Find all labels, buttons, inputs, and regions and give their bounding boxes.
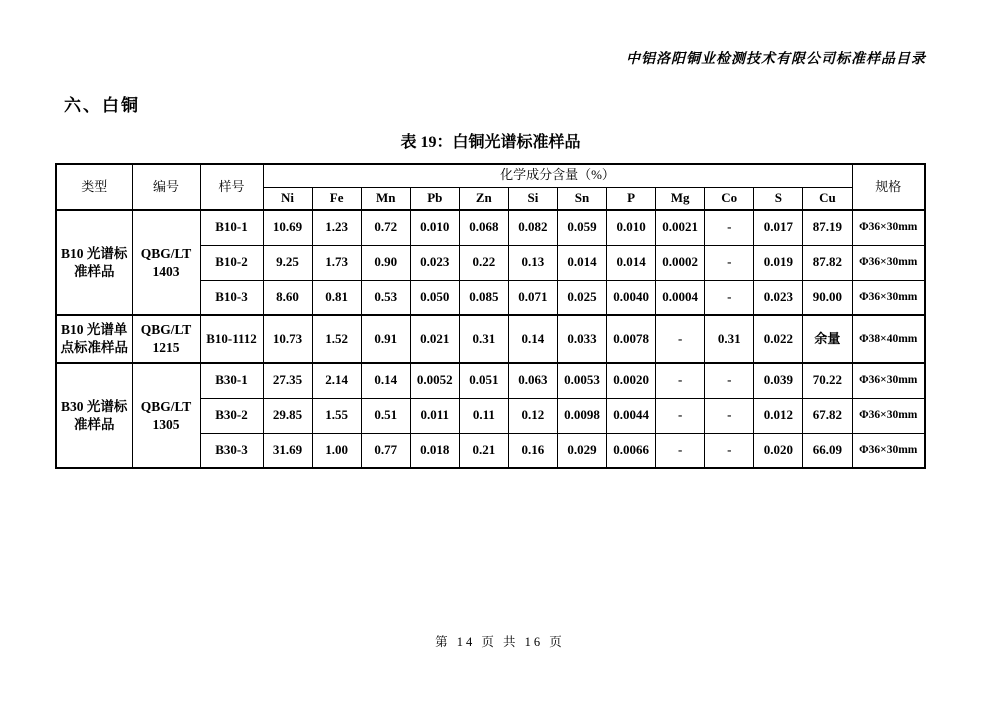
col-header-element-Sn: Sn: [557, 187, 606, 210]
cell-value-Ni: 10.73: [263, 315, 312, 363]
cell-value-Sn: 0.029: [557, 433, 606, 468]
cell-value-Si: 0.063: [508, 363, 557, 398]
cell-value-Si: 0.071: [508, 280, 557, 315]
col-header-element-S: S: [754, 187, 803, 210]
cell-value-Mn: 0.77: [361, 433, 410, 468]
table-title: 表 19：白铜光谱标准样品: [400, 134, 581, 151]
cell-value-Zn: 0.085: [459, 280, 508, 315]
cell-value-P: 0.0078: [607, 315, 656, 363]
cell-value-S: 0.020: [754, 433, 803, 468]
header-row-main: [56, 164, 925, 187]
cell-type: B10 光谱单点标准样品: [56, 315, 132, 363]
cell-value-S: 0.039: [754, 363, 803, 398]
col-header-composition: 化学成分含量（%）: [263, 164, 852, 187]
cell-value-Si: 0.13: [508, 245, 557, 280]
cell-value-S: 0.019: [754, 245, 803, 280]
cell-spec: Φ36×30mm: [852, 280, 925, 315]
document-header: 中铝洛阳铜业检测技术有限公司标准样品目录: [626, 52, 926, 67]
cell-spec: Φ36×30mm: [852, 210, 925, 245]
cell-value-Si: 0.16: [508, 433, 557, 468]
col-header-code: 编号: [132, 164, 200, 210]
col-header-spec: 规格: [852, 164, 925, 210]
cell-value-P: 0.0066: [607, 433, 656, 468]
table-row: [56, 210, 925, 245]
cell-spec: Φ36×30mm: [852, 398, 925, 433]
cell-spec: Φ38×40mm: [852, 315, 925, 363]
cell-value-Cu: 87.19: [803, 210, 852, 245]
cell-value-Mg: -: [656, 398, 705, 433]
cell-value-Sn: 0.033: [557, 315, 606, 363]
cell-sample: B10-1: [200, 210, 263, 245]
cell-value-Pb: 0.023: [410, 245, 459, 280]
cell-value-Mg: 0.0021: [656, 210, 705, 245]
cell-value-S: 0.022: [754, 315, 803, 363]
cell-value-Fe: 1.52: [312, 315, 361, 363]
col-header-element-Fe: Fe: [312, 187, 361, 210]
table-group-2: [56, 363, 925, 468]
cell-sample: B10-3: [200, 280, 263, 315]
cell-value-Co: -: [705, 245, 754, 280]
cell-value-Cu: 余量: [803, 315, 852, 363]
cell-value-Ni: 31.69: [263, 433, 312, 468]
table-group-1: [56, 315, 925, 363]
col-header-sample: 样号: [200, 164, 263, 210]
cell-value-Pb: 0.0052: [410, 363, 459, 398]
cell-value-Mn: 0.51: [361, 398, 410, 433]
cell-sample: B30-2: [200, 398, 263, 433]
cell-value-Fe: 1.73: [312, 245, 361, 280]
cell-sample: B10-1112: [200, 315, 263, 363]
cell-value-Fe: 1.23: [312, 210, 361, 245]
col-header-element-Zn: Zn: [459, 187, 508, 210]
cell-value-Ni: 27.35: [263, 363, 312, 398]
col-header-element-Pb: Pb: [410, 187, 459, 210]
cell-value-Mn: 0.90: [361, 245, 410, 280]
cell-value-Si: 0.082: [508, 210, 557, 245]
col-header-element-Co: Co: [705, 187, 754, 210]
cell-value-P: 0.0020: [607, 363, 656, 398]
cell-spec: Φ36×30mm: [852, 245, 925, 280]
cell-type: B30 光谱标准样品: [56, 363, 132, 468]
cell-value-Mg: -: [656, 315, 705, 363]
cell-value-Pb: 0.050: [410, 280, 459, 315]
cell-value-Fe: 2.14: [312, 363, 361, 398]
col-header-element-Ni: Ni: [263, 187, 312, 210]
cell-value-Mn: 0.53: [361, 280, 410, 315]
cell-value-Mn: 0.14: [361, 363, 410, 398]
cell-sample: B30-1: [200, 363, 263, 398]
cell-value-Si: 0.14: [508, 315, 557, 363]
standards-table: [55, 163, 926, 469]
table-group-0: [56, 210, 925, 315]
cell-value-Co: -: [705, 280, 754, 315]
cell-value-Pb: 0.021: [410, 315, 459, 363]
cell-value-Zn: 0.31: [459, 315, 508, 363]
cell-value-Ni: 9.25: [263, 245, 312, 280]
cell-value-Cu: 67.82: [803, 398, 852, 433]
cell-value-P: 0.014: [607, 245, 656, 280]
cell-value-Mn: 0.91: [361, 315, 410, 363]
section-title: 六、白铜: [64, 96, 140, 115]
cell-value-Si: 0.12: [508, 398, 557, 433]
cell-value-S: 0.023: [754, 280, 803, 315]
cell-value-Fe: 1.00: [312, 433, 361, 468]
cell-value-Sn: 0.014: [557, 245, 606, 280]
cell-value-Ni: 10.69: [263, 210, 312, 245]
cell-value-Fe: 1.55: [312, 398, 361, 433]
cell-value-Mg: -: [656, 363, 705, 398]
col-header-element-Mg: Mg: [656, 187, 705, 210]
col-header-element-Mn: Mn: [361, 187, 410, 210]
cell-code: QBG/LT 1215: [132, 315, 200, 363]
cell-value-S: 0.012: [754, 398, 803, 433]
table-row: [56, 363, 925, 398]
cell-value-P: 0.0040: [607, 280, 656, 315]
cell-value-Sn: 0.025: [557, 280, 606, 315]
cell-value-Cu: 66.09: [803, 433, 852, 468]
cell-value-Mg: 0.0004: [656, 280, 705, 315]
col-header-element-Cu: Cu: [803, 187, 852, 210]
cell-value-Co: -: [705, 210, 754, 245]
cell-value-Cu: 90.00: [803, 280, 852, 315]
cell-spec: Φ36×30mm: [852, 433, 925, 468]
cell-value-Zn: 0.22: [459, 245, 508, 280]
cell-code: QBG/LT 1305: [132, 363, 200, 468]
cell-type: B10 光谱标准样品: [56, 210, 132, 315]
cell-spec: Φ36×30mm: [852, 363, 925, 398]
cell-code: QBG/LT 1403: [132, 210, 200, 315]
cell-value-Sn: 0.059: [557, 210, 606, 245]
cell-value-Zn: 0.051: [459, 363, 508, 398]
cell-value-Mg: 0.0002: [656, 245, 705, 280]
cell-value-Co: -: [705, 433, 754, 468]
cell-value-Co: 0.31: [705, 315, 754, 363]
cell-value-Pb: 0.011: [410, 398, 459, 433]
cell-value-Ni: 8.60: [263, 280, 312, 315]
table-header: [56, 164, 925, 210]
cell-value-Co: -: [705, 363, 754, 398]
cell-value-Mg: -: [656, 433, 705, 468]
cell-value-S: 0.017: [754, 210, 803, 245]
cell-value-Sn: 0.0053: [557, 363, 606, 398]
cell-value-Ni: 29.85: [263, 398, 312, 433]
page-number: 第 14 页 共 16 页: [435, 635, 565, 649]
cell-value-Cu: 87.82: [803, 245, 852, 280]
cell-value-Fe: 0.81: [312, 280, 361, 315]
col-header-type: 类型: [56, 164, 132, 210]
cell-value-Pb: 0.010: [410, 210, 459, 245]
table-row: [56, 315, 925, 363]
cell-value-Zn: 0.068: [459, 210, 508, 245]
cell-sample: B10-2: [200, 245, 263, 280]
cell-value-Zn: 0.11: [459, 398, 508, 433]
cell-value-P: 0.010: [607, 210, 656, 245]
cell-value-Zn: 0.21: [459, 433, 508, 468]
cell-value-Pb: 0.018: [410, 433, 459, 468]
col-header-element-P: P: [607, 187, 656, 210]
col-header-element-Si: Si: [508, 187, 557, 210]
cell-sample: B30-3: [200, 433, 263, 468]
cell-value-Co: -: [705, 398, 754, 433]
cell-value-Sn: 0.0098: [557, 398, 606, 433]
cell-value-Mn: 0.72: [361, 210, 410, 245]
cell-value-Cu: 70.22: [803, 363, 852, 398]
cell-value-P: 0.0044: [607, 398, 656, 433]
